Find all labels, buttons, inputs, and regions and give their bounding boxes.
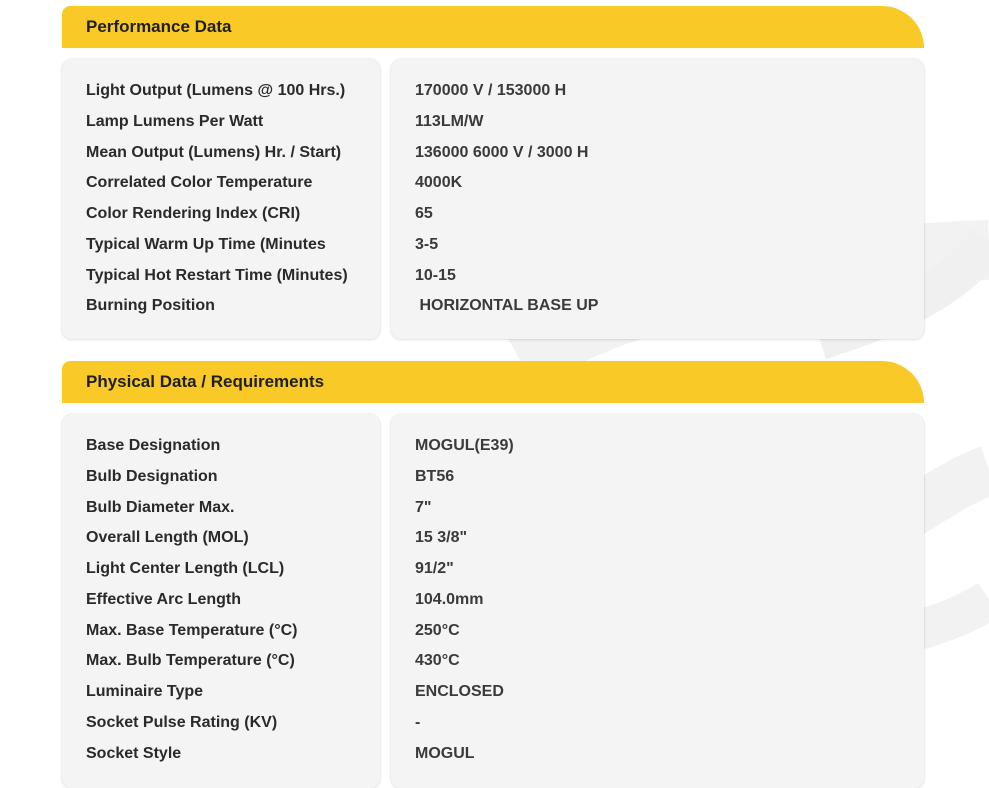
spec-label: Socket Pulse Rating (KV)	[86, 713, 278, 731]
spec-value: 65	[415, 205, 433, 222]
spec-label: Base Designation	[86, 437, 221, 454]
spec-value: 7"	[415, 498, 432, 516]
spec-label: Bulb Designation	[86, 467, 218, 485]
physical-section	[62, 361, 924, 788]
spec-label: Typical Hot Restart Time (Minutes)	[86, 266, 348, 284]
performance-labels-panel	[62, 59, 380, 339]
spec-label: Luminaire Type	[86, 683, 204, 700]
spec-value: 113LM/W	[415, 112, 484, 130]
spec-value: 250°C	[415, 621, 460, 639]
spec-value: HORIZONTAL BASE UP	[415, 297, 599, 315]
spec-value: 136000 6000 V / 3000 H	[415, 143, 589, 161]
spec-value: ENCLOSED	[415, 683, 504, 700]
spec-label: Burning Position	[86, 297, 215, 315]
spec-label: Effective Arc Length	[86, 590, 241, 608]
spec-label: Overall Length (MOL)	[86, 529, 249, 547]
performance-header	[62, 6, 924, 48]
spec-value: BT56	[415, 467, 455, 485]
physical-values-panel	[391, 414, 924, 788]
performance-values-panel	[391, 59, 924, 339]
spec-value: 4000K	[415, 174, 463, 192]
spec-label: Color Rendering Index (CRI)	[86, 205, 301, 222]
spec-label: Typical Warm Up Time (Minutes	[86, 235, 326, 253]
spec-label: Light Center Length (LCL)	[86, 560, 285, 577]
spec-value: 170000 V / 153000 H	[415, 82, 567, 99]
spec-value: 3-5	[415, 235, 439, 253]
spec-value: -	[415, 713, 421, 731]
physical-header	[62, 361, 924, 403]
spec-label: Correlated Color Temperature	[86, 174, 313, 192]
spec-label: Max. Base Temperature (°C)	[86, 621, 298, 639]
spec-label: Max. Bulb Temperature (°C)	[86, 652, 295, 670]
spec-label: Lamp Lumens Per Watt	[86, 112, 264, 130]
physical-title: Physical Data / Requirements	[86, 372, 325, 391]
performance-section	[62, 6, 924, 339]
physical-labels-panel	[62, 414, 380, 788]
spec-value: MOGUL(E39)	[415, 437, 514, 454]
physical-table	[62, 414, 924, 788]
spec-value: 91/2"	[415, 560, 454, 577]
spec-label: Light Output (Lumens @ 100 Hrs.)	[86, 82, 346, 99]
spec-label: Bulb Diameter Max.	[86, 498, 235, 516]
spec-value: 104.0mm	[415, 590, 484, 608]
spec-label: Mean Output (Lumens) Hr. / Start)	[86, 143, 342, 161]
spec-label: Socket Style	[86, 744, 182, 762]
spec-value: 430°C	[415, 652, 460, 670]
spec-value: MOGUL	[415, 744, 475, 762]
performance-title: Performance Data	[86, 17, 232, 36]
performance-table	[62, 59, 924, 339]
spec-value: 10-15	[415, 266, 456, 284]
spec-value: 15 3/8"	[415, 529, 468, 547]
